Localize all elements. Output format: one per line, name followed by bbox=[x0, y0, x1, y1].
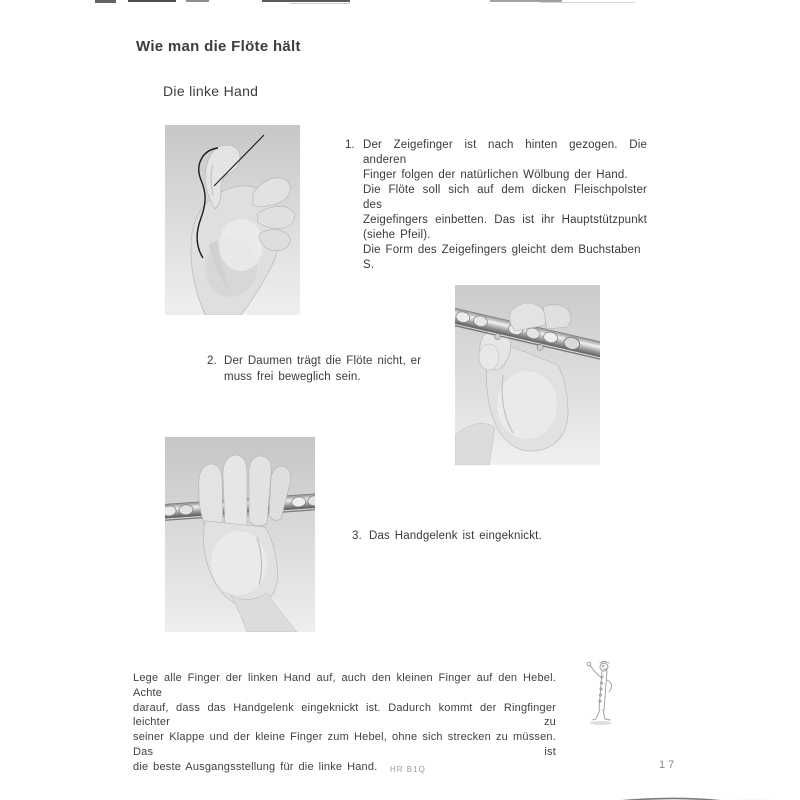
text-line: Der Zeigefinger ist nach hinten gezogen. Die anderen bbox=[363, 139, 647, 166]
photo-left-hand-s-curve bbox=[165, 125, 300, 315]
text-line: seiner Klappe und der kleine Finger zum Hebel, ohne sich strecken zu müssen. Das ist bbox=[133, 731, 556, 758]
instruction-3 bbox=[352, 529, 612, 544]
text-line: muss frei beweglich sein. bbox=[224, 371, 361, 383]
instruction-1 bbox=[345, 138, 647, 273]
instruction-2-text bbox=[224, 353, 459, 385]
footer-note bbox=[133, 671, 556, 775]
flute-character-icon bbox=[578, 658, 626, 730]
instruction-2-number: 2. bbox=[207, 355, 217, 367]
photo-hand-holding-flute bbox=[455, 285, 600, 465]
scan-artifact bbox=[290, 3, 350, 4]
text-line: Der Daumen trägt die Flöte nicht, er bbox=[224, 355, 422, 367]
flute-mascot-drawing bbox=[578, 658, 626, 735]
hand-bent-wrist-illustration bbox=[165, 437, 315, 632]
text-line: Finger folgen der natürlichen Wölbung der Hand. bbox=[363, 169, 628, 181]
instruction-1-number: 1. bbox=[345, 139, 355, 151]
text-line: (siehe Pfeil). bbox=[363, 229, 431, 241]
instruction-3-number: 3. bbox=[352, 530, 362, 542]
photo-hand-bent-wrist-flute bbox=[165, 437, 315, 632]
scan-artifact bbox=[95, 0, 116, 3]
text-line: darauf, dass das Handgelenk eingeknickt ist. Dadurch kommt der Ringfinger leichter zu bbox=[133, 701, 556, 729]
instruction-1-text bbox=[363, 138, 647, 273]
page-number: 17 bbox=[659, 759, 678, 771]
scan-artifact bbox=[540, 2, 635, 3]
text-line: Lege alle Finger der linken Hand auf, auch den kleinen Finger auf den Hebel. Achte bbox=[133, 672, 556, 699]
hand-flute-thumb-illustration bbox=[455, 285, 600, 465]
instruction-2 bbox=[207, 353, 459, 385]
text-line: Zeigefingers einbetten. Das ist ihr Hauptstützpunkt bbox=[363, 214, 647, 226]
plate-code: HR B1Q bbox=[390, 765, 426, 774]
instruction-3-text bbox=[369, 529, 612, 544]
scan-shadow bbox=[598, 791, 800, 800]
page-title: Wie man die Flöte hält bbox=[136, 38, 301, 55]
scan-artifact bbox=[186, 0, 209, 2]
text-line: die beste Ausgangsstellung für die linke Hand. bbox=[133, 760, 378, 773]
text-line: Die Flöte soll sich auf dem dicken Fleischpolster des bbox=[363, 184, 647, 211]
hand-s-curve-illustration bbox=[165, 125, 300, 315]
section-subtitle: Die linke Hand bbox=[163, 83, 259, 99]
scan-artifact bbox=[262, 0, 350, 2]
text-line: Die Form des Zeigefingers gleicht dem Buchstaben S. bbox=[363, 244, 641, 271]
text-line: Das Handgelenk ist eingeknickt. bbox=[369, 530, 542, 542]
scan-artifact bbox=[128, 0, 176, 2]
